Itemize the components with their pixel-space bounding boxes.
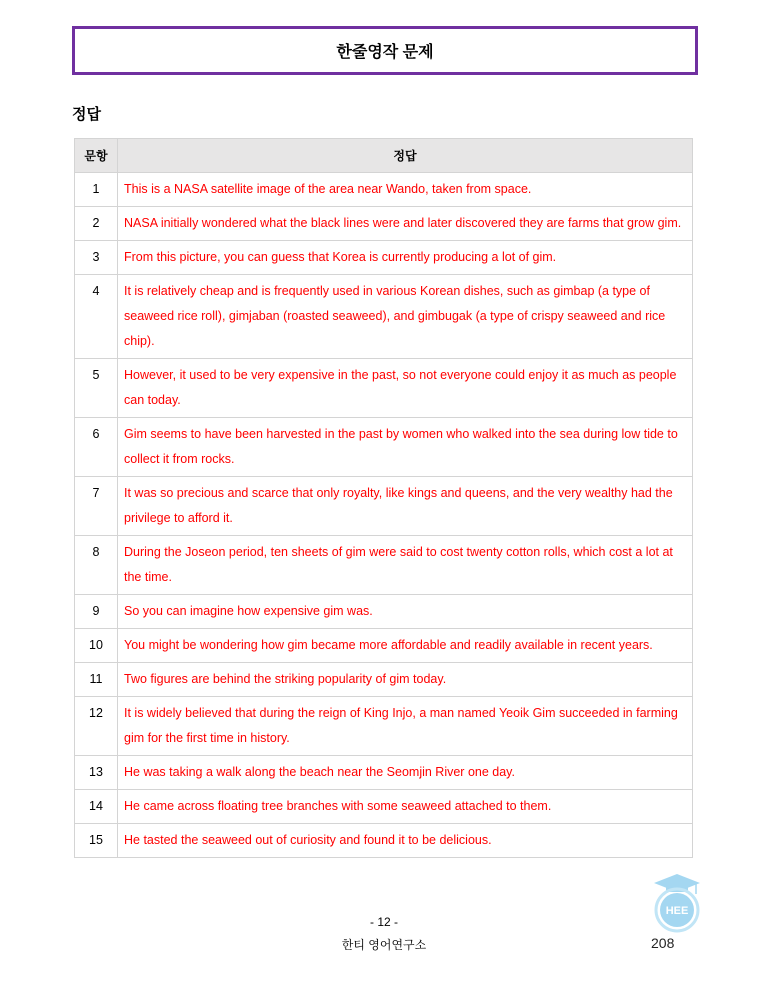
row-answer: During the Joseon period, ten sheets of gim were said to cost twenty cotton rolls, which cost a lot at the time.	[118, 536, 693, 595]
row-number: 9	[75, 595, 118, 629]
row-number: 7	[75, 477, 118, 536]
row-number: 1	[75, 173, 118, 207]
row-answer: From this picture, you can guess that Korea is currently producing a lot of gim.	[118, 241, 693, 275]
row-answer: Two figures are behind the striking popularity of gim today.	[118, 663, 693, 697]
row-number: 15	[75, 824, 118, 858]
table-row	[75, 359, 693, 418]
row-answer: So you can imagine how expensive gim was.	[118, 595, 693, 629]
publisher-name: 한티 영어연구소	[341, 938, 427, 952]
row-number: 6	[75, 418, 118, 477]
table-row	[75, 697, 693, 756]
row-number: 10	[75, 629, 118, 663]
page-title: 한줄영작 문제	[336, 44, 434, 61]
title-box	[72, 26, 698, 75]
row-answer: He tasted the seaweed out of curiosity and found it to be delicious.	[118, 824, 693, 858]
row-answer: You might be wondering how gim became more affordable and readily available in recent years.	[118, 629, 693, 663]
table-row	[75, 756, 693, 790]
row-answer: He came across floating tree branches with some seaweed attached to them.	[118, 790, 693, 824]
row-answer: He was taking a walk along the beach near the Seomjin River one day.	[118, 756, 693, 790]
row-number: 14	[75, 790, 118, 824]
answer-table	[74, 138, 693, 858]
row-answer: This is a NASA satellite image of the area near Wando, taken from space.	[118, 173, 693, 207]
table-row	[75, 477, 693, 536]
row-answer: It is relatively cheap and is frequently used in various Korean dishes, such as gimbap (a type of seaweed rice roll), gimjaban (roasted seaweed), and gimbugak (a type of crispy seaweed and rice chip).	[118, 275, 693, 359]
row-answer: It was so precious and scarce that only royalty, like kings and queens, and the very wealthy had the privilege to afford it.	[118, 477, 693, 536]
row-number: 3	[75, 241, 118, 275]
row-answer: Gim seems to have been harvested in the past by women who walked into the sea during low tide to collect it from rocks.	[118, 418, 693, 477]
header-question-number: 문항	[75, 139, 118, 173]
row-number: 4	[75, 275, 118, 359]
table-row	[75, 241, 693, 275]
row-answer: It is widely believed that during the reign of King Injo, a man named Yeoik Gim succeeded in farming gim for the first time in history.	[118, 697, 693, 756]
row-number: 2	[75, 207, 118, 241]
page-marker: - 12 -	[369, 915, 398, 929]
row-answer: NASA initially wondered what the black lines were and later discovered they are farms that grow gim.	[118, 207, 693, 241]
table-row	[75, 629, 693, 663]
table-header-row	[75, 139, 693, 173]
table-row	[75, 275, 693, 359]
table-row	[75, 824, 693, 858]
table-row	[75, 536, 693, 595]
row-number: 11	[75, 663, 118, 697]
page-number: 208	[651, 935, 675, 951]
table-row	[75, 418, 693, 477]
row-number: 8	[75, 536, 118, 595]
header-answer: 정답	[118, 139, 693, 173]
row-answer: However, it used to be very expensive in the past, so not everyone could enjoy it as much as people can today.	[118, 359, 693, 418]
table-row	[75, 207, 693, 241]
row-number: 12	[75, 697, 118, 756]
table-row	[75, 663, 693, 697]
table-row	[75, 595, 693, 629]
logo-text: HEE	[665, 905, 689, 917]
table-row	[75, 790, 693, 824]
table-row	[75, 173, 693, 207]
row-number: 5	[75, 359, 118, 418]
section-heading: 정답	[72, 106, 101, 123]
row-number: 13	[75, 756, 118, 790]
